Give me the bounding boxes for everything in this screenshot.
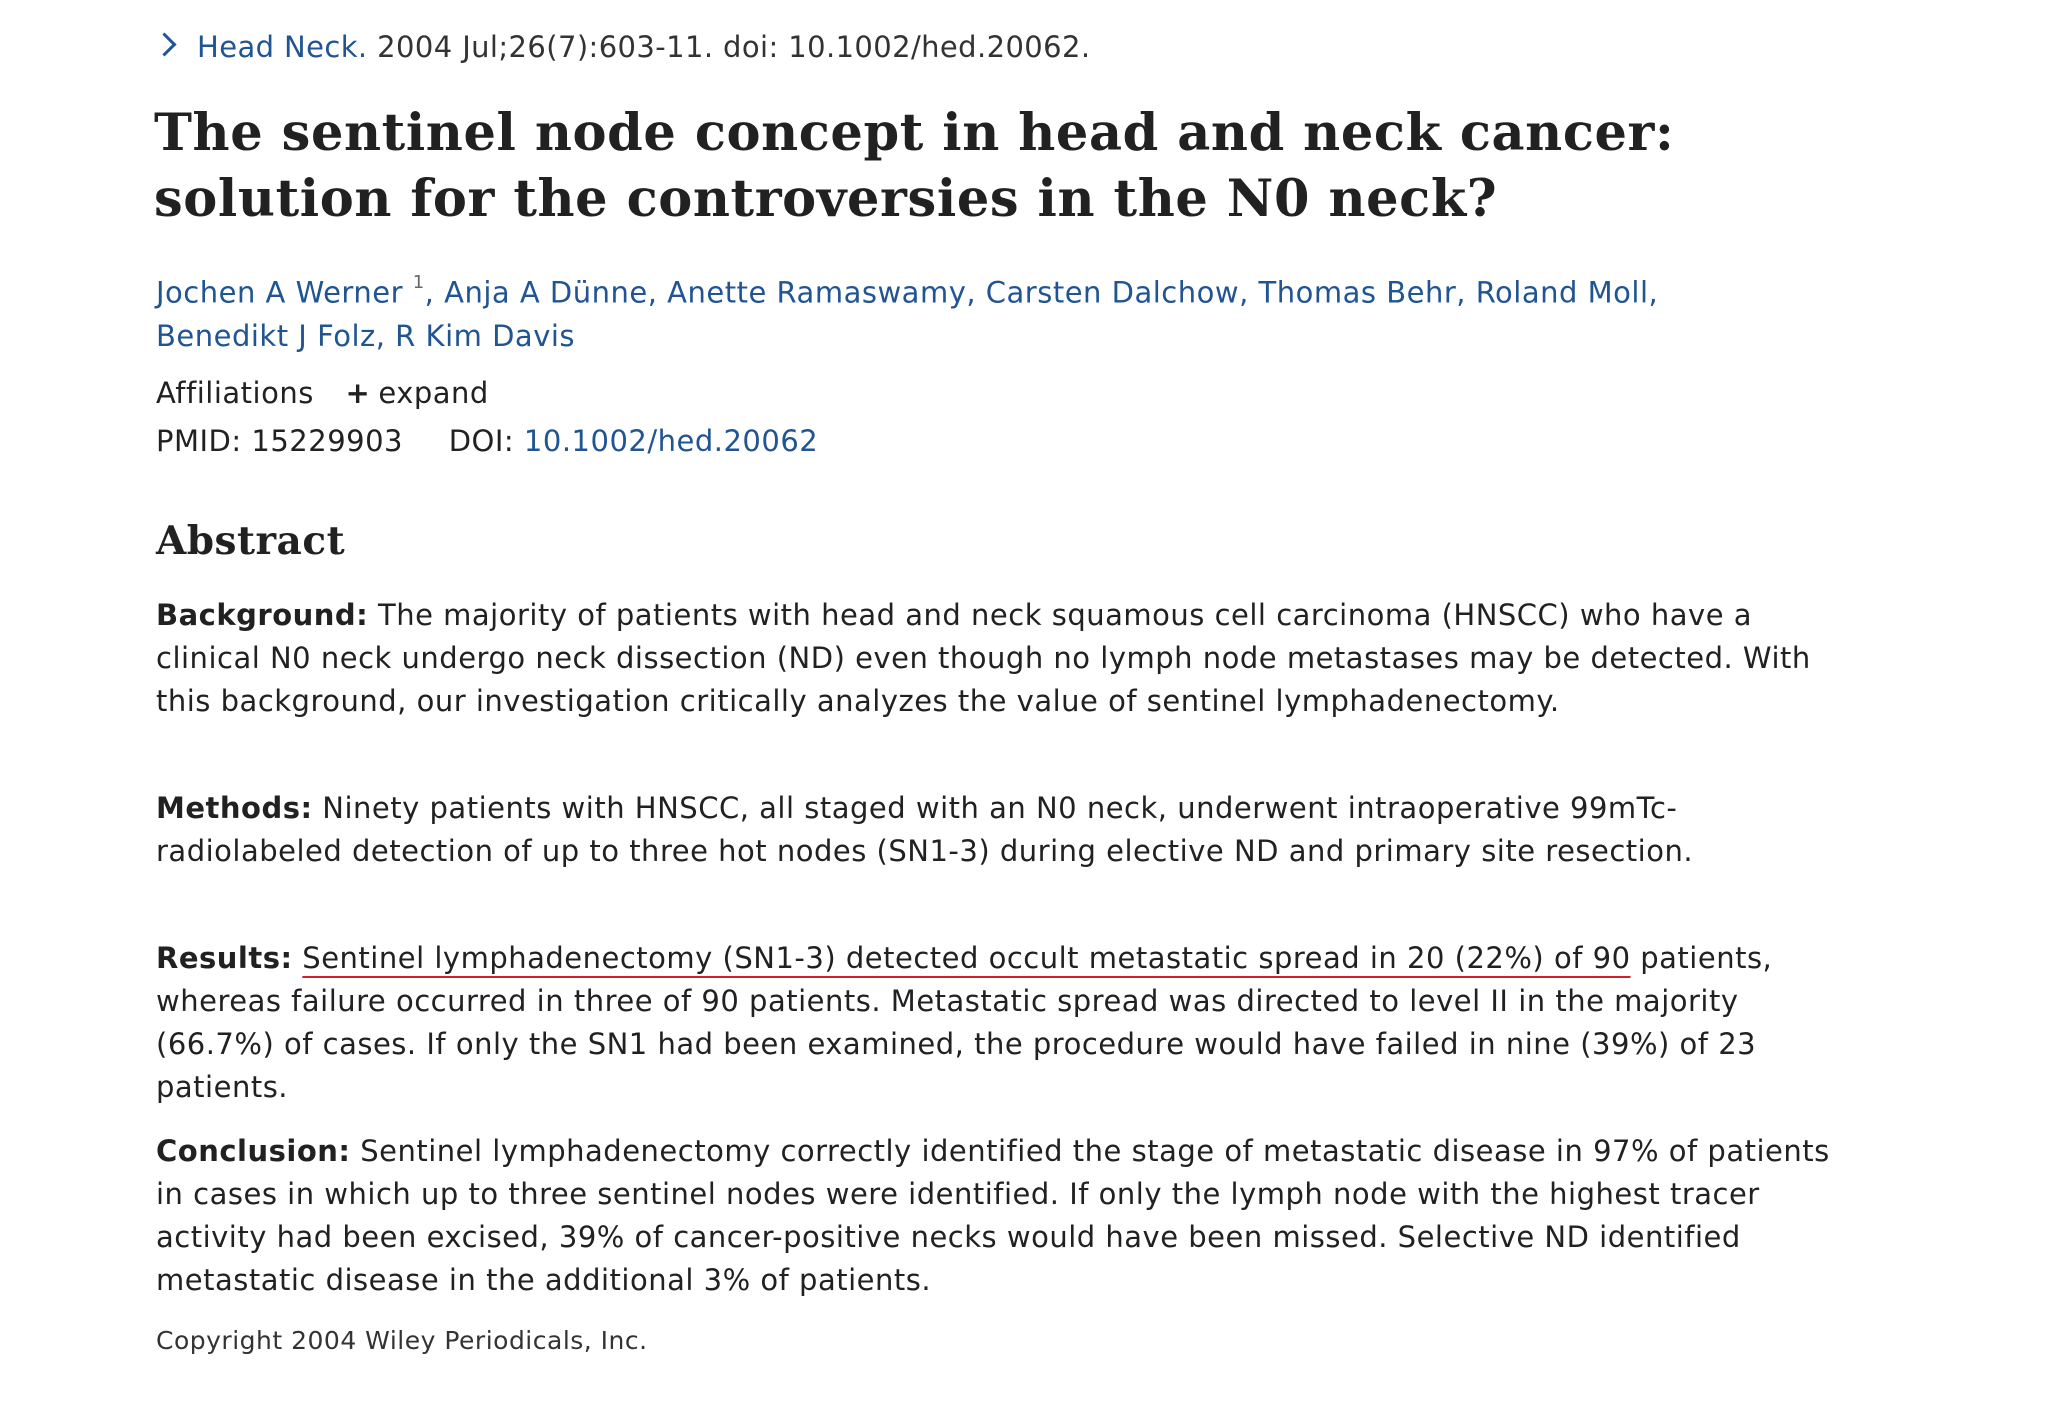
doi-link[interactable]: 10.1002/hed.20062 <box>523 424 819 458</box>
copyright-notice: Copyright 2004 Wiley Periodicals, Inc. <box>156 1326 648 1355</box>
conclusion-label: Conclusion: <box>156 1134 351 1168</box>
title-line-1: The sentinel node concept in head and neck cancer: <box>154 103 1675 163</box>
results-underlined-text: Sentinel lymphadenectomy (SN1-3) detected occult metastatic spread in 20 (22%) of 90 <box>302 941 1631 975</box>
methods-label: Methods: <box>156 791 313 825</box>
affiliations-label: Affiliations <box>156 376 314 410</box>
affiliations-toggle[interactable] <box>156 376 489 410</box>
background-label: Background: <box>156 598 369 632</box>
doi-label: DOI: <box>448 424 515 458</box>
affiliation-marker[interactable]: 1 <box>412 272 425 293</box>
author-links-line1[interactable]: , Anja A Dünne, Anette Ramaswamy, Carsten Dalchow, Thomas Behr, Roland Moll, <box>424 275 1659 310</box>
methods-text: Ninety patients with HNSCC, all staged with an N0 neck, underwent intraoperative 99mTc-radiolabeled detection of up to three hot nodes (SN1-3) during elective ND and primary site resection. <box>156 791 1694 868</box>
citation-line <box>156 30 1090 64</box>
abstract-background <box>156 594 1856 723</box>
chevron-right-icon[interactable] <box>152 32 176 56</box>
abstract-conclusion <box>156 1130 1856 1302</box>
author-list <box>156 265 1876 358</box>
pmid-value: 15229903 <box>251 424 403 458</box>
abstract-results <box>156 937 1856 1109</box>
title-line-2: solution for the controversies in the N0 neck? <box>154 169 1498 229</box>
identifiers <box>156 424 818 458</box>
article-title <box>154 100 1854 232</box>
author-link[interactable]: Jochen A Werner <box>156 275 403 310</box>
author-links-line2[interactable]: Benedikt J Folz, R Kim Davis <box>156 318 576 353</box>
conclusion-text: Sentinel lymphadenectomy correctly identified the stage of metastatic disease in 97% of patients in cases in which up to three sentinel nodes were identified. If only the lymph node with the highest tracer activity had been excised, 39% of cancer-positive necks would have been missed. Selective ND identified metastatic disease in the additional 3% of patients. <box>156 1134 1830 1297</box>
plus-icon[interactable]: + <box>345 376 371 410</box>
abstract-methods <box>156 787 1856 873</box>
background-text: The majority of patients with head and neck squamous cell carcinoma (HNSCC) who have a clinical N0 neck undergo neck dissection (ND) even though no lymph node metastases may be detected. With this background, our investigation critically analyzes the value of sentinel lymphadenectomy. <box>156 598 1811 718</box>
journal-link[interactable]: Head Neck. <box>197 30 368 64</box>
results-text: patients, whereas failure occurred in three of 90 patients. Metastatic spread was directed to level II in the majority (66.7%) of cases. If only the SN1 had been examined, the procedure would have failed in nine (39%) of 23 patients. <box>156 941 1773 1104</box>
pmid-label: PMID: <box>156 424 242 458</box>
citation-details: 2004 Jul;26(7):603-11. doi: 10.1002/hed.20062. <box>377 30 1091 64</box>
results-label: Results: <box>156 941 293 975</box>
expand-label[interactable]: expand <box>378 376 489 410</box>
abstract-heading: Abstract <box>156 518 346 564</box>
